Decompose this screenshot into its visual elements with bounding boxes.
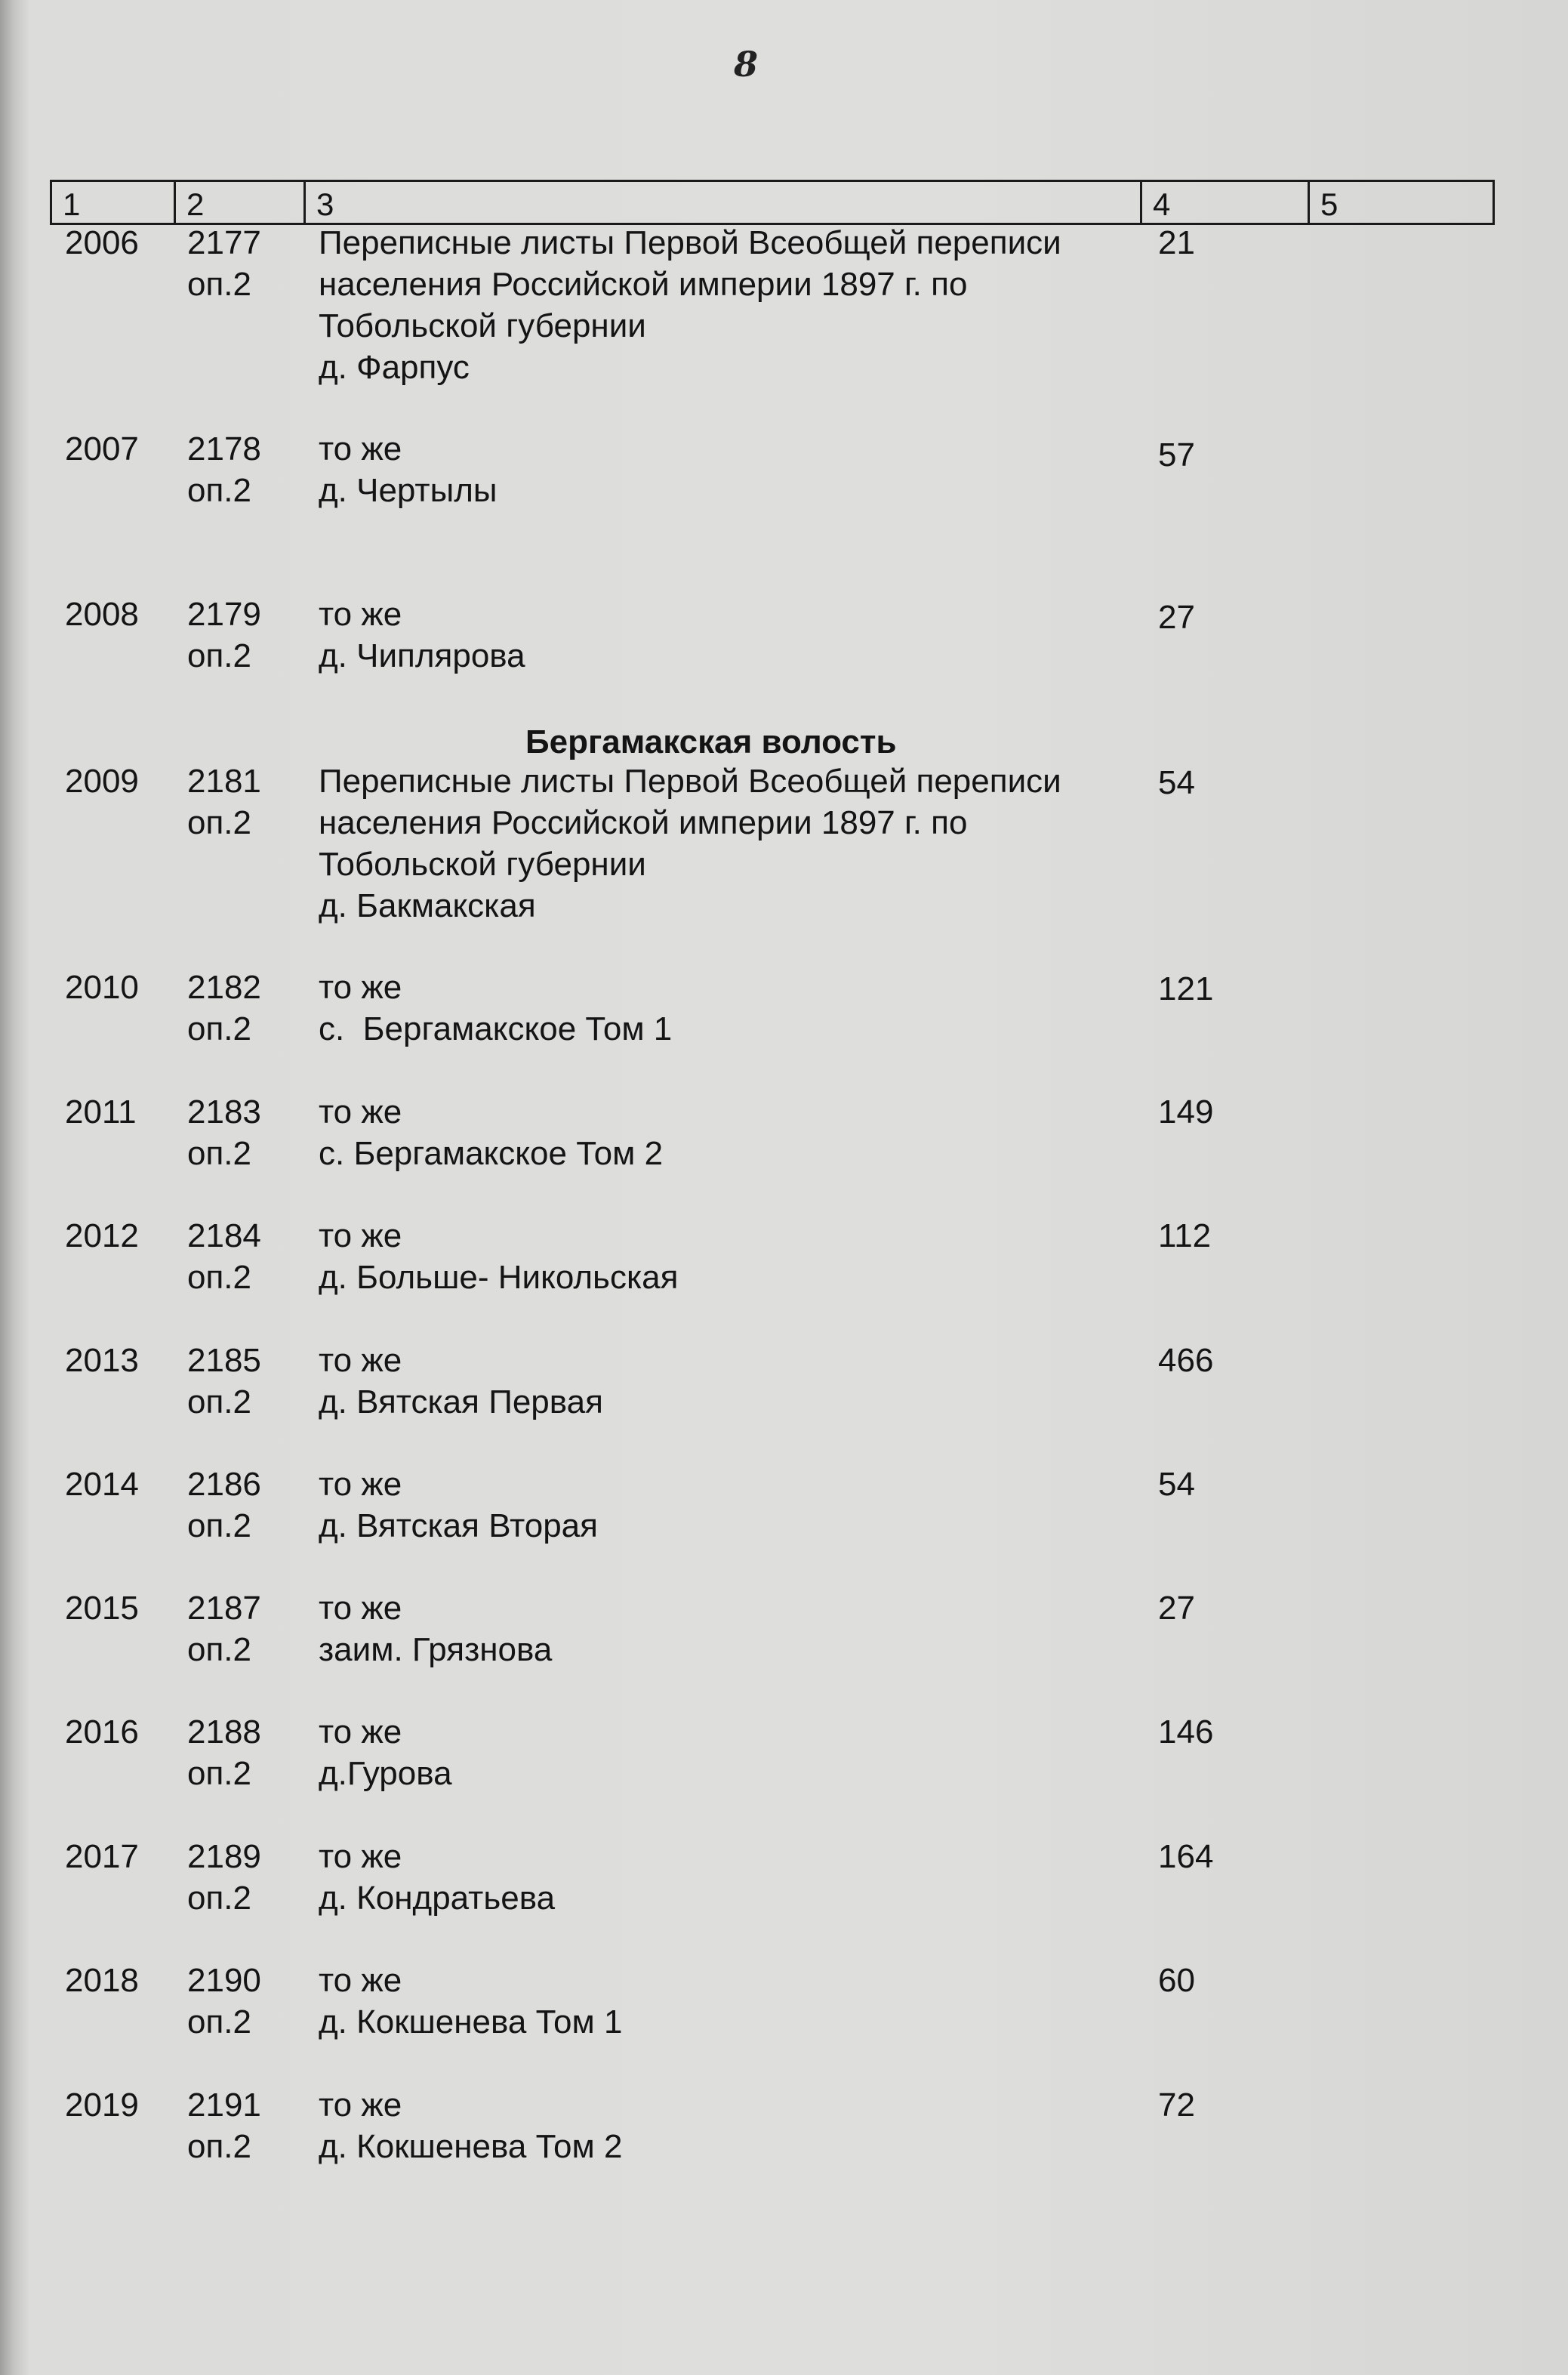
sheet-count: 121	[1158, 970, 1214, 1007]
delo-number: 2177	[187, 224, 261, 261]
file-reference	[187, 1091, 261, 1174]
sheet-count: 21	[1158, 224, 1195, 261]
sheet-count: 146	[1158, 1713, 1214, 1750]
description	[319, 2084, 622, 2167]
file-reference	[187, 760, 261, 844]
row-number: 2019	[65, 2087, 139, 2124]
sheet-count: 27	[1158, 1590, 1195, 1627]
description-line: то же	[319, 430, 402, 467]
delo-number: 2188	[187, 1713, 261, 1750]
description-line: д. Чертылы	[319, 472, 498, 509]
description	[319, 222, 1061, 388]
opis-number: оп.2	[187, 1135, 251, 1172]
section-title: Бергамакская волость	[525, 723, 897, 760]
sheet-count: 72	[1158, 2087, 1195, 2124]
delo-number: 2185	[187, 1342, 261, 1379]
description-line: д. Чиплярова	[319, 637, 525, 674]
sheet-count: 149	[1158, 1093, 1214, 1130]
description	[319, 1587, 552, 1670]
description-line: то же	[319, 596, 402, 633]
opis-number: оп.2	[187, 637, 251, 674]
opis-number: оп.2	[187, 1507, 251, 1544]
row-number: 2018	[65, 1962, 139, 1999]
file-reference	[187, 594, 261, 677]
delo-number: 2186	[187, 1466, 261, 1503]
delo-number: 2191	[187, 2087, 261, 2124]
sheet-count: 54	[1158, 764, 1195, 801]
opis-number: оп.2	[187, 2003, 251, 2040]
opis-number: оп.2	[187, 804, 251, 841]
file-reference	[187, 1340, 261, 1423]
sheet-count: 54	[1158, 1466, 1195, 1503]
description-line: д. Фарпус	[319, 349, 470, 386]
description	[319, 1340, 603, 1423]
description-line: д. Кокшенева Том 1	[319, 2003, 623, 2040]
description-line: то же	[319, 1217, 402, 1254]
table-header	[50, 180, 1495, 225]
sheet-count: 466	[1158, 1342, 1214, 1379]
row-number: 2016	[65, 1713, 139, 1750]
opis-number: оп.2	[187, 1755, 251, 1792]
row-number: 2011	[65, 1093, 137, 1130]
file-reference	[187, 1215, 261, 1298]
description-line: то же	[319, 1962, 402, 1999]
description-line: с. Бергамакское Том 2	[319, 1135, 664, 1172]
description-line: д. Вятская Вторая	[319, 1507, 598, 1544]
header-col-5: 5	[1320, 187, 1338, 222]
description	[319, 1464, 598, 1547]
description-line: заим. Грязнова	[319, 1631, 553, 1668]
description-line: д. Больше- Никольская	[319, 1259, 679, 1296]
opis-number: оп.2	[187, 1383, 251, 1420]
header-col-1: 1	[52, 182, 176, 223]
row-number: 2014	[65, 1466, 139, 1503]
header-col-4: 4	[1142, 182, 1310, 223]
delo-number: 2181	[187, 763, 261, 800]
header-col-3: 3	[306, 182, 1142, 223]
description-line: то же	[319, 1093, 402, 1130]
opis-number: оп.2	[187, 1631, 251, 1668]
row-number: 2009	[65, 763, 139, 800]
page-number: 8	[734, 44, 759, 85]
opis-number: оп.2	[187, 1259, 251, 1296]
file-reference	[187, 1711, 261, 1794]
delo-number: 2178	[187, 430, 261, 467]
delo-number: 2190	[187, 1962, 261, 1999]
sheet-count: 164	[1158, 1838, 1214, 1875]
row-number: 2010	[65, 969, 139, 1006]
row-number: 2015	[65, 1590, 139, 1627]
description-line: Тобольской губернии	[319, 307, 646, 344]
row-number: 2006	[65, 224, 139, 261]
row-number: 2007	[65, 430, 139, 467]
row-number: 2008	[65, 596, 139, 633]
description	[319, 1711, 452, 1794]
description-line: то же	[319, 1838, 402, 1875]
description-line: д. Вятская Первая	[319, 1383, 603, 1420]
description-line: д. Кокшенева Том 2	[319, 2128, 623, 2165]
file-reference	[187, 1587, 261, 1670]
row-number: 2013	[65, 1342, 139, 1379]
description-line: то же	[319, 2087, 402, 2124]
description-line: с. Бергамакское Том 1	[319, 1010, 673, 1047]
description-line: Тобольской губернии	[319, 846, 646, 883]
description-line: д. Кондратьева	[319, 1880, 556, 1917]
description-line: населения Российской империи 1897 г. по	[319, 804, 968, 841]
delo-number: 2183	[187, 1093, 261, 1130]
opis-number: оп.2	[187, 266, 251, 303]
opis-number: оп.2	[187, 2128, 251, 2165]
file-reference	[187, 1464, 261, 1547]
sheet-count: 60	[1158, 1962, 1195, 1999]
description	[319, 1836, 555, 1919]
sheet-count: 27	[1158, 599, 1195, 636]
header-col-2: 2	[176, 182, 306, 223]
description-line: Переписные листы Первой Всеобщей переписи	[319, 763, 1061, 800]
file-reference	[187, 2084, 261, 2167]
delo-number: 2187	[187, 1590, 261, 1627]
sheet-count: 57	[1158, 436, 1195, 473]
description	[319, 967, 672, 1050]
opis-number: оп.2	[187, 1880, 251, 1917]
description-line: то же	[319, 1590, 402, 1627]
file-reference	[187, 1836, 261, 1919]
description	[319, 428, 498, 511]
delo-number: 2189	[187, 1838, 261, 1875]
delo-number: 2182	[187, 969, 261, 1006]
description	[319, 594, 525, 677]
description-line: д.Гурова	[319, 1755, 452, 1792]
opis-number: оп.2	[187, 1010, 251, 1047]
delo-number: 2179	[187, 596, 261, 633]
description-line: то же	[319, 1713, 402, 1750]
description-line: Переписные листы Первой Всеобщей переписи	[319, 224, 1061, 261]
file-reference	[187, 967, 261, 1050]
file-reference	[187, 1960, 261, 2043]
description	[319, 760, 1061, 927]
description-line: то же	[319, 969, 402, 1006]
delo-number: 2184	[187, 1217, 261, 1254]
description-line: д. Бакмакская	[319, 887, 536, 924]
file-reference	[187, 222, 261, 305]
description	[319, 1091, 663, 1174]
description	[319, 1960, 622, 2043]
row-number: 2017	[65, 1838, 139, 1875]
description-line: то же	[319, 1466, 402, 1503]
file-reference	[187, 428, 261, 511]
opis-number: оп.2	[187, 472, 251, 509]
description-line: то же	[319, 1342, 402, 1379]
description	[319, 1215, 678, 1298]
description-line: населения Российской империи 1897 г. по	[319, 266, 968, 303]
row-number: 2012	[65, 1217, 139, 1254]
sheet-count: 112	[1158, 1217, 1212, 1254]
